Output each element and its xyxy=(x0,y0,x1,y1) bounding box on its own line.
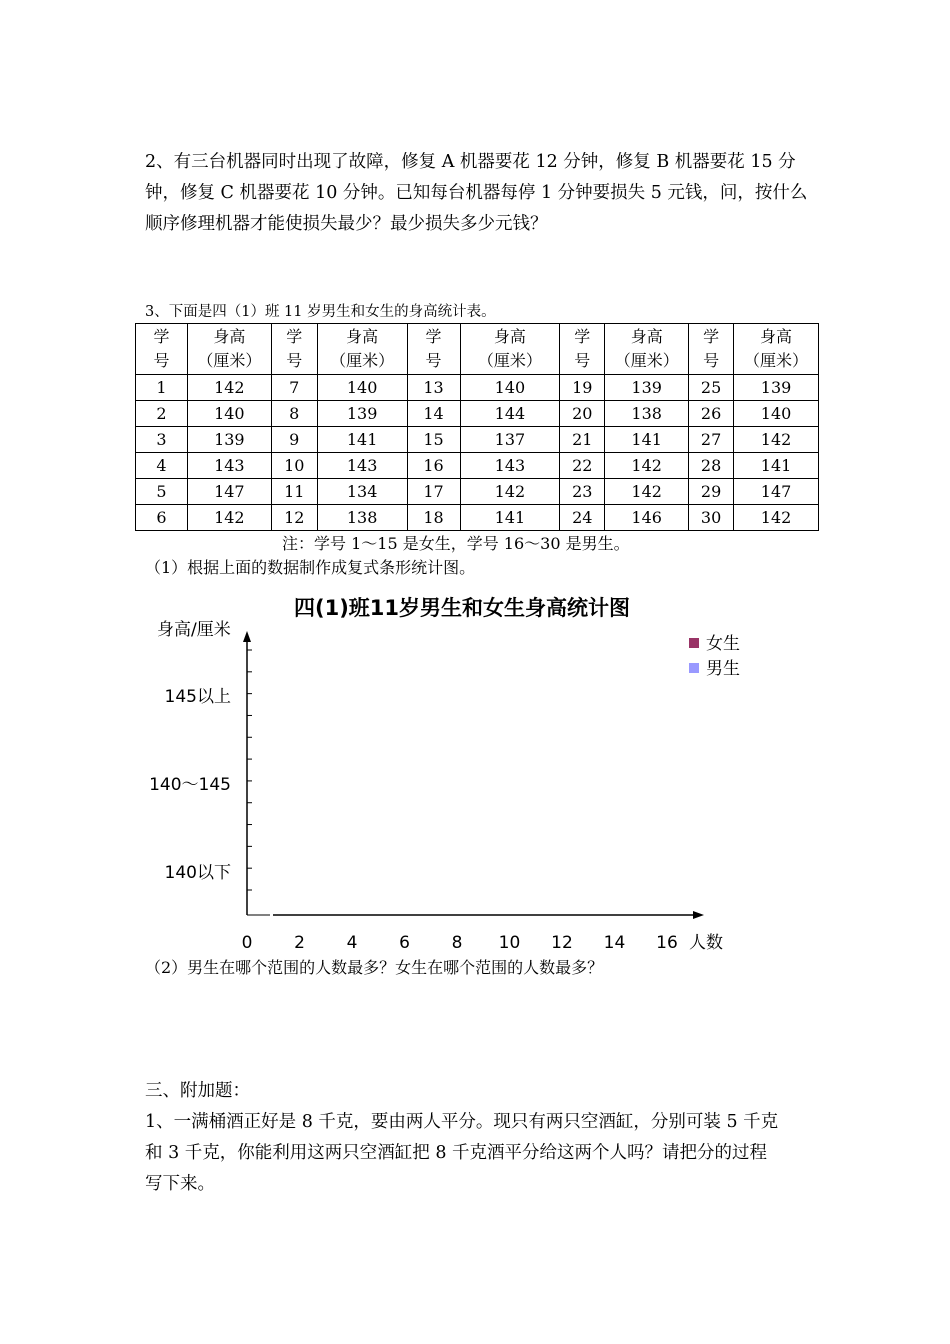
sub-question-2: （2）男生在哪个范围的人数最多？女生在哪个范围的人数最多？ xyxy=(145,958,604,977)
student-id-cell: 12 xyxy=(271,505,317,531)
height-cell: 134 xyxy=(317,479,407,505)
y-category-label: 140～145 xyxy=(149,775,231,795)
y-axis-arrow xyxy=(243,631,251,642)
table-row xyxy=(136,427,819,453)
height-cell: 142 xyxy=(605,479,689,505)
student-id-cell: 22 xyxy=(560,453,605,479)
header-height: 身高 （厘米） xyxy=(317,324,407,375)
x-tick-label: 14 xyxy=(603,933,626,953)
height-cell: 143 xyxy=(460,453,560,479)
student-id-cell: 14 xyxy=(407,401,460,427)
height-cell: 141 xyxy=(460,505,560,531)
student-id-cell: 11 xyxy=(271,479,317,505)
student-id-cell: 16 xyxy=(407,453,460,479)
student-id-cell: 1 xyxy=(136,375,188,401)
question-2 xyxy=(145,147,815,240)
table-row xyxy=(136,375,819,401)
height-cell: 141 xyxy=(317,427,407,453)
x-tick-label: 12 xyxy=(551,933,573,953)
extra-question-line: 写下来。 xyxy=(145,1174,215,1194)
height-cell: 138 xyxy=(317,505,407,531)
chart-title: 四(1)班11岁男生和女生身高统计图 xyxy=(293,596,631,620)
student-id-cell: 4 xyxy=(136,453,188,479)
extra-question-line: 和 3 千克，你能利用这两只空酒缸把 8 千克酒平分给这两个人吗？请把分的过程 xyxy=(145,1143,768,1163)
student-id-cell: 13 xyxy=(407,375,460,401)
header-id: 学 号 xyxy=(560,324,605,375)
height-cell: 142 xyxy=(187,375,271,401)
height-cell: 147 xyxy=(187,479,271,505)
legend-swatch-girls xyxy=(689,638,699,648)
student-id-cell: 23 xyxy=(560,479,605,505)
height-cell: 142 xyxy=(187,505,271,531)
legend-label-boys: 男生 xyxy=(706,659,740,679)
student-id-cell: 6 xyxy=(136,505,188,531)
x-tick-label: 10 xyxy=(498,933,521,953)
student-id-cell: 18 xyxy=(407,505,460,531)
student-id-cell: 8 xyxy=(271,401,317,427)
student-id-cell: 26 xyxy=(689,401,734,427)
height-table xyxy=(135,323,819,531)
student-id-cell: 29 xyxy=(689,479,734,505)
height-cell: 140 xyxy=(460,375,560,401)
height-cell: 142 xyxy=(734,427,819,453)
height-cell: 147 xyxy=(734,479,819,505)
student-id-cell: 20 xyxy=(560,401,605,427)
header-height: 身高 （厘米） xyxy=(605,324,689,375)
x-tick-label: 8 xyxy=(451,933,463,953)
question-3-title: 3、下面是四（1）班 11 岁男生和女生的身高统计表。 xyxy=(145,304,496,320)
height-cell: 143 xyxy=(317,453,407,479)
student-id-cell: 19 xyxy=(560,375,605,401)
student-id-cell: 24 xyxy=(560,505,605,531)
y-axis-label: 身高/厘米 xyxy=(157,620,231,640)
header-height: 身高 （厘米） xyxy=(460,324,560,375)
height-cell: 138 xyxy=(605,401,689,427)
x-tick-label: 0 xyxy=(241,933,253,953)
extra-heading: 三、附加题： xyxy=(145,1081,250,1101)
x-axis-label: 人数 xyxy=(689,933,723,953)
student-id-cell: 25 xyxy=(689,375,734,401)
table-note: 注：学号 1～15 是女生，学号 16～30 是男生。 xyxy=(282,534,630,553)
student-id-cell: 5 xyxy=(136,479,188,505)
header-id: 学 号 xyxy=(407,324,460,375)
x-tick-label: 2 xyxy=(294,933,305,953)
header-id: 学 号 xyxy=(689,324,734,375)
legend-swatch-boys xyxy=(689,663,699,673)
y-category-label: 145以上 xyxy=(164,687,231,707)
student-id-cell: 28 xyxy=(689,453,734,479)
height-cell: 141 xyxy=(605,427,689,453)
height-cell: 142 xyxy=(460,479,560,505)
student-id-cell: 9 xyxy=(271,427,317,453)
x-tick-label: 6 xyxy=(399,933,410,953)
header-id: 学 号 xyxy=(271,324,317,375)
height-bar-chart xyxy=(140,590,780,955)
height-cell: 140 xyxy=(317,375,407,401)
height-cell: 142 xyxy=(734,505,819,531)
x-tick-label: 16 xyxy=(656,933,678,953)
table-row xyxy=(136,505,819,531)
question-2-line: 钟，修复 C 机器要花 10 分钟。已知每台机器每停 1 分钟要损失 5 元钱，问，按什么 xyxy=(145,183,808,203)
height-cell: 143 xyxy=(187,453,271,479)
header-height: 身高 （厘米） xyxy=(187,324,271,375)
student-id-cell: 15 xyxy=(407,427,460,453)
height-cell: 139 xyxy=(317,401,407,427)
height-cell: 141 xyxy=(734,453,819,479)
height-cell: 146 xyxy=(605,505,689,531)
student-id-cell: 21 xyxy=(560,427,605,453)
y-category-label: 140以下 xyxy=(164,863,231,883)
height-cell: 139 xyxy=(734,375,819,401)
extra-question-line: 1、一满桶酒正好是 8 千克，要由两人平分。现只有两只空酒缸，分别可装 5 千克 xyxy=(145,1112,779,1132)
table-row xyxy=(136,401,819,427)
student-id-cell: 2 xyxy=(136,401,188,427)
student-id-cell: 7 xyxy=(271,375,317,401)
legend-label-girls: 女生 xyxy=(706,634,740,654)
student-id-cell: 27 xyxy=(689,427,734,453)
table-row xyxy=(136,479,819,505)
height-cell: 144 xyxy=(460,401,560,427)
height-cell: 140 xyxy=(187,401,271,427)
sub-question-1: （1）根据上面的数据制作成复式条形统计图。 xyxy=(145,558,476,577)
height-cell: 139 xyxy=(187,427,271,453)
student-id-cell: 30 xyxy=(689,505,734,531)
student-id-cell: 17 xyxy=(407,479,460,505)
student-id-cell: 10 xyxy=(271,453,317,479)
header-height: 身高 （厘米） xyxy=(734,324,819,375)
header-id: 学 号 xyxy=(136,324,188,375)
extra-question xyxy=(145,1076,815,1200)
height-cell: 139 xyxy=(605,375,689,401)
student-id-cell: 3 xyxy=(136,427,188,453)
x-tick-label: 4 xyxy=(346,933,358,953)
height-cell: 140 xyxy=(734,401,819,427)
question-2-line: 2、有三台机器同时出现了故障，修复 A 机器要花 12 分钟，修复 B 机器要花 15 分 xyxy=(145,152,796,172)
height-cell: 142 xyxy=(605,453,689,479)
table-row xyxy=(136,453,819,479)
height-cell: 137 xyxy=(460,427,560,453)
x-axis-arrow xyxy=(693,911,704,919)
question-2-line: 顺序修理机器才能使损失最少？最少损失多少元钱？ xyxy=(145,214,548,234)
table-header-row xyxy=(136,324,819,375)
